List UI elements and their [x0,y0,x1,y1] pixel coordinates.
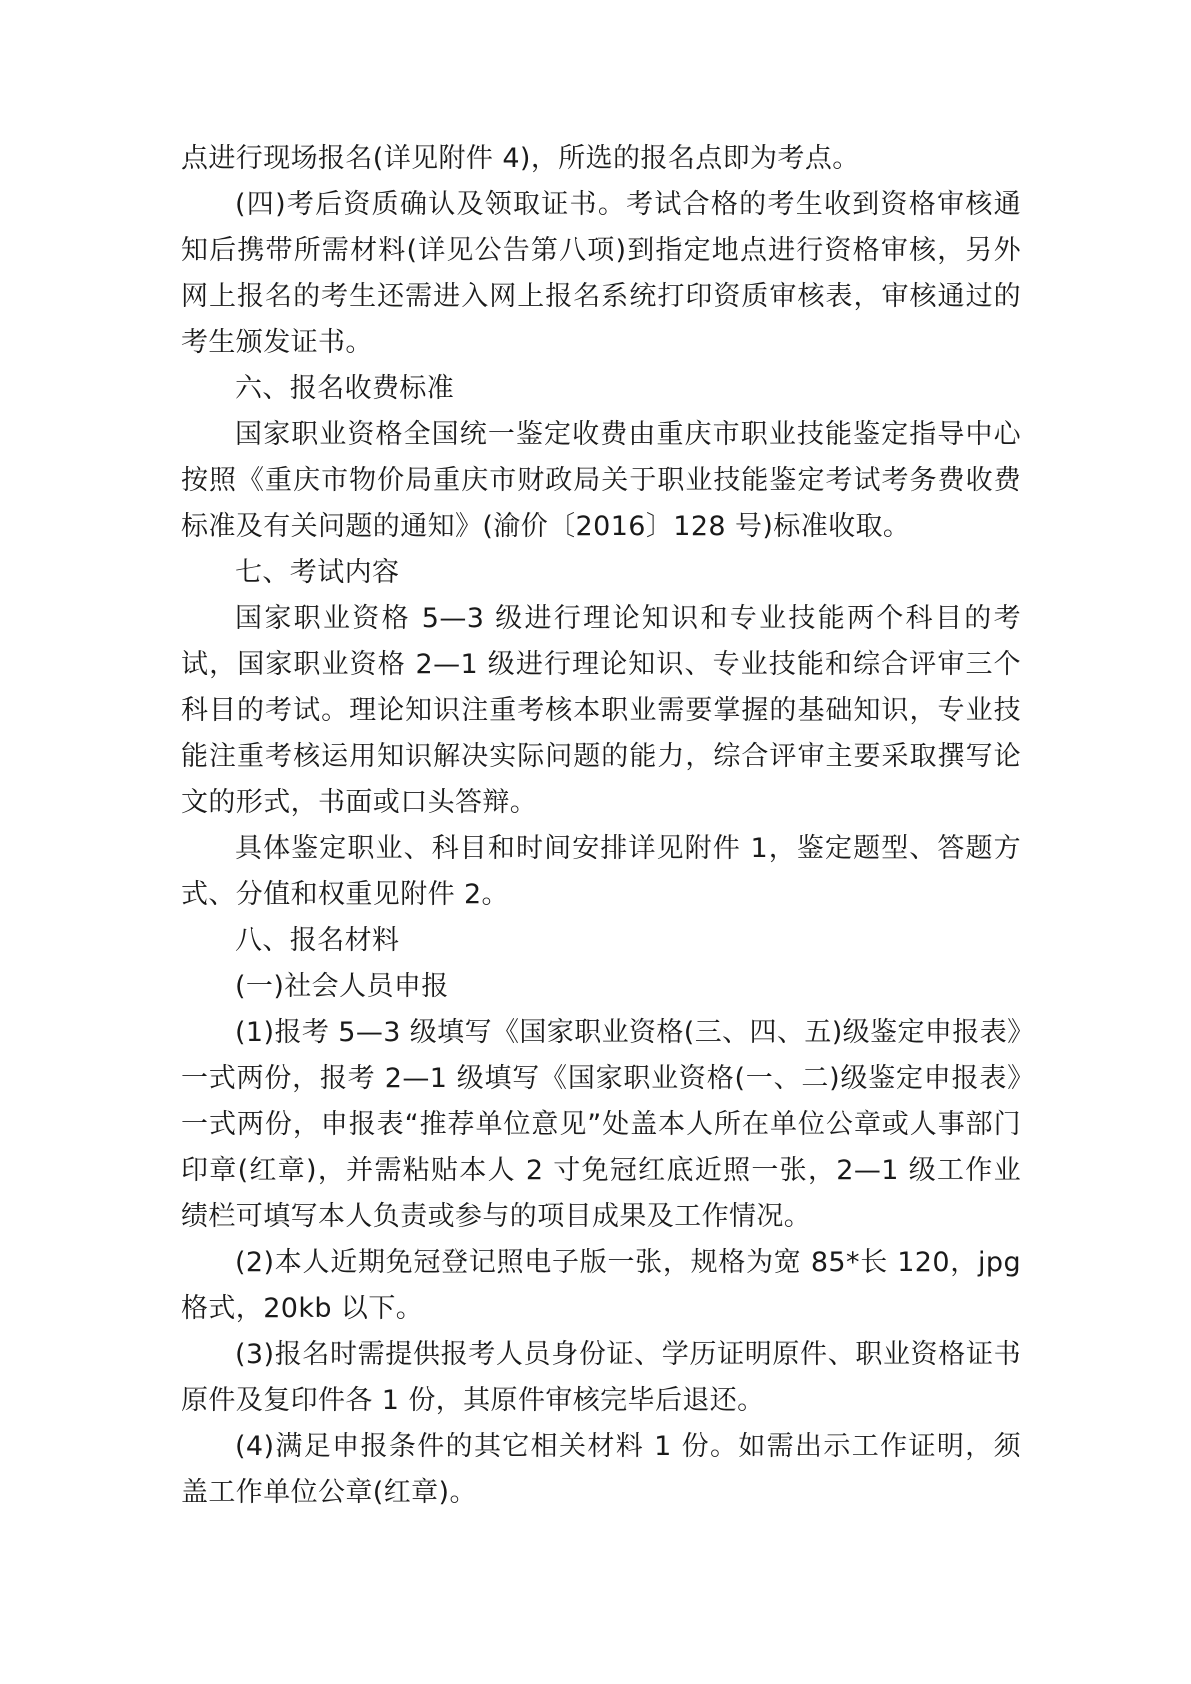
subsection-heading-public-applicants: (一)社会人员申报 [235,971,449,1002]
paragraph-qualification-confirmation: (四)考后资质确认及领取证书。考试合格的考生收到资格审核通知后携带所需材料(详见公告第八项)到指定地点进行资格审核，另外网上报名的考生还需进入网上报名系统打印资质审核表，审核通过的考生颁发证书。 [181,189,1021,358]
paragraph-fee-standard: 国家职业资格全国统一鉴定收费由重庆市职业技能鉴定指导中心按照《重庆市物价局重庆市财政局关于职业技能鉴定考试考务费收费标准及有关问题的通知》(渝价〔2016〕128 号)标准收取。 [181,419,1021,542]
paragraph-exam-schedule: 具体鉴定职业、科目和时间安排详见附件 1，鉴定题型、答题方式、分值和权重见附件 2。 [181,833,1021,910]
paragraph-material-item-4: (4)满足申报条件的其它相关材料 1 份。如需出示工作证明，须盖工作单位公章(红章)。 [181,1431,1021,1508]
section-heading-fee-standard: 六、报名收费标准 [235,373,455,404]
document-body [181,136,1021,1516]
paragraph-material-item-3: (3)报名时需提供报考人员身份证、学历证明原件、职业资格证书原件及复印件各 1 份，其原件审核完毕后退还。 [181,1339,1021,1416]
paragraph-registration-site: 点进行现场报名(详见附件 4)，所选的报名点即为考点。 [181,143,860,174]
section-heading-exam-content: 七、考试内容 [235,557,400,588]
paragraph-material-item-1: (1)报考 5—3 级填写《国家职业资格(三、四、五)级鉴定申报表》一式两份，报考 2—1 级填写《国家职业资格(一、二)级鉴定申报表》一式两份，申报表“推荐单位意见”处盖本人所在单位公章或人事部门印章(红章)，并需粘贴本人 2 寸免冠红底近照一张，2—1 级工作业绩栏可填写本人负责或参与的项目成果及工作情况。 [181,1017,1021,1232]
paragraph-exam-content: 国家职业资格 5—3 级进行理论知识和专业技能两个科目的考试，国家职业资格 2—1 级进行理论知识、专业技能和综合评审三个科目的考试。理论知识注重考核本职业需要掌握的基础知识，专业技能注重考核运用知识解决实际问题的能力，综合评审主要采取撰写论文的形式，书面或口头答辩。 [181,603,1021,818]
section-heading-registration-materials: 八、报名材料 [235,925,400,956]
paragraph-material-item-2: (2)本人近期免冠登记照电子版一张，规格为宽 85*长 120，jpg 格式，20kb 以下。 [181,1247,1021,1324]
